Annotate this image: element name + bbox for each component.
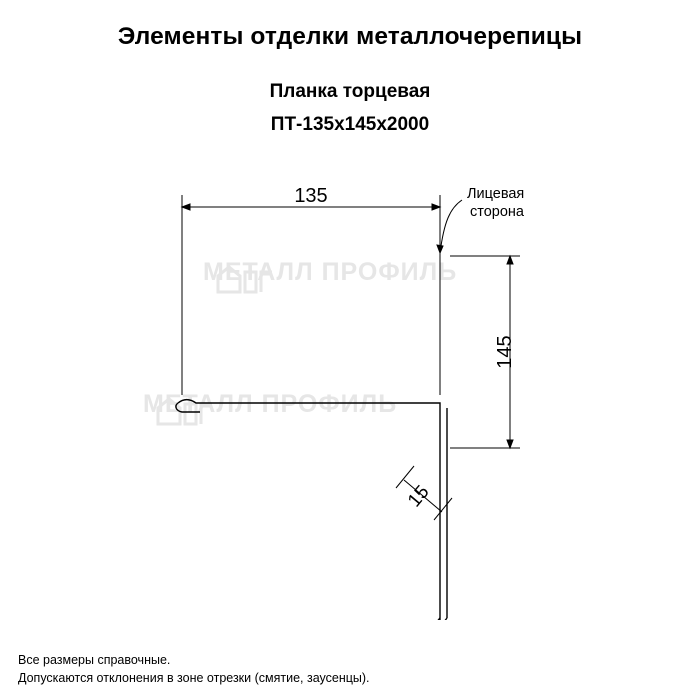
footer-notes: [18, 651, 370, 689]
dimension-lip-label: 15: [403, 481, 434, 512]
dimension-height-label: 145: [494, 335, 516, 369]
face-side-label-line2: сторона: [470, 204, 524, 220]
watermark-text: МЕТАЛЛ ПРОФИЛЬ: [143, 390, 398, 418]
technical-drawing: [0, 150, 700, 620]
product-name: Планка торцевая: [269, 81, 431, 103]
title-block: [0, 0, 700, 137]
footer-line-1: Все размеры справочные.: [18, 652, 171, 667]
profile-outline: [176, 400, 447, 620]
page-title: Элементы отделки металлочерепицы: [117, 23, 583, 50]
drawing-svg: [0, 150, 700, 620]
dimension-width-label: 135: [294, 185, 328, 207]
watermark-text: МЕТАЛЛ ПРОФИЛЬ: [203, 258, 458, 286]
footer-line-2: Допускаются отклонения в зоне отрезки (смятие, заусенцы).: [18, 671, 370, 686]
face-side-leader: [437, 200, 462, 253]
face-side-label-line1: Лицевая: [467, 186, 525, 202]
dimension-width: [182, 195, 440, 395]
product-code: ПТ-135х145х2000: [270, 114, 430, 136]
